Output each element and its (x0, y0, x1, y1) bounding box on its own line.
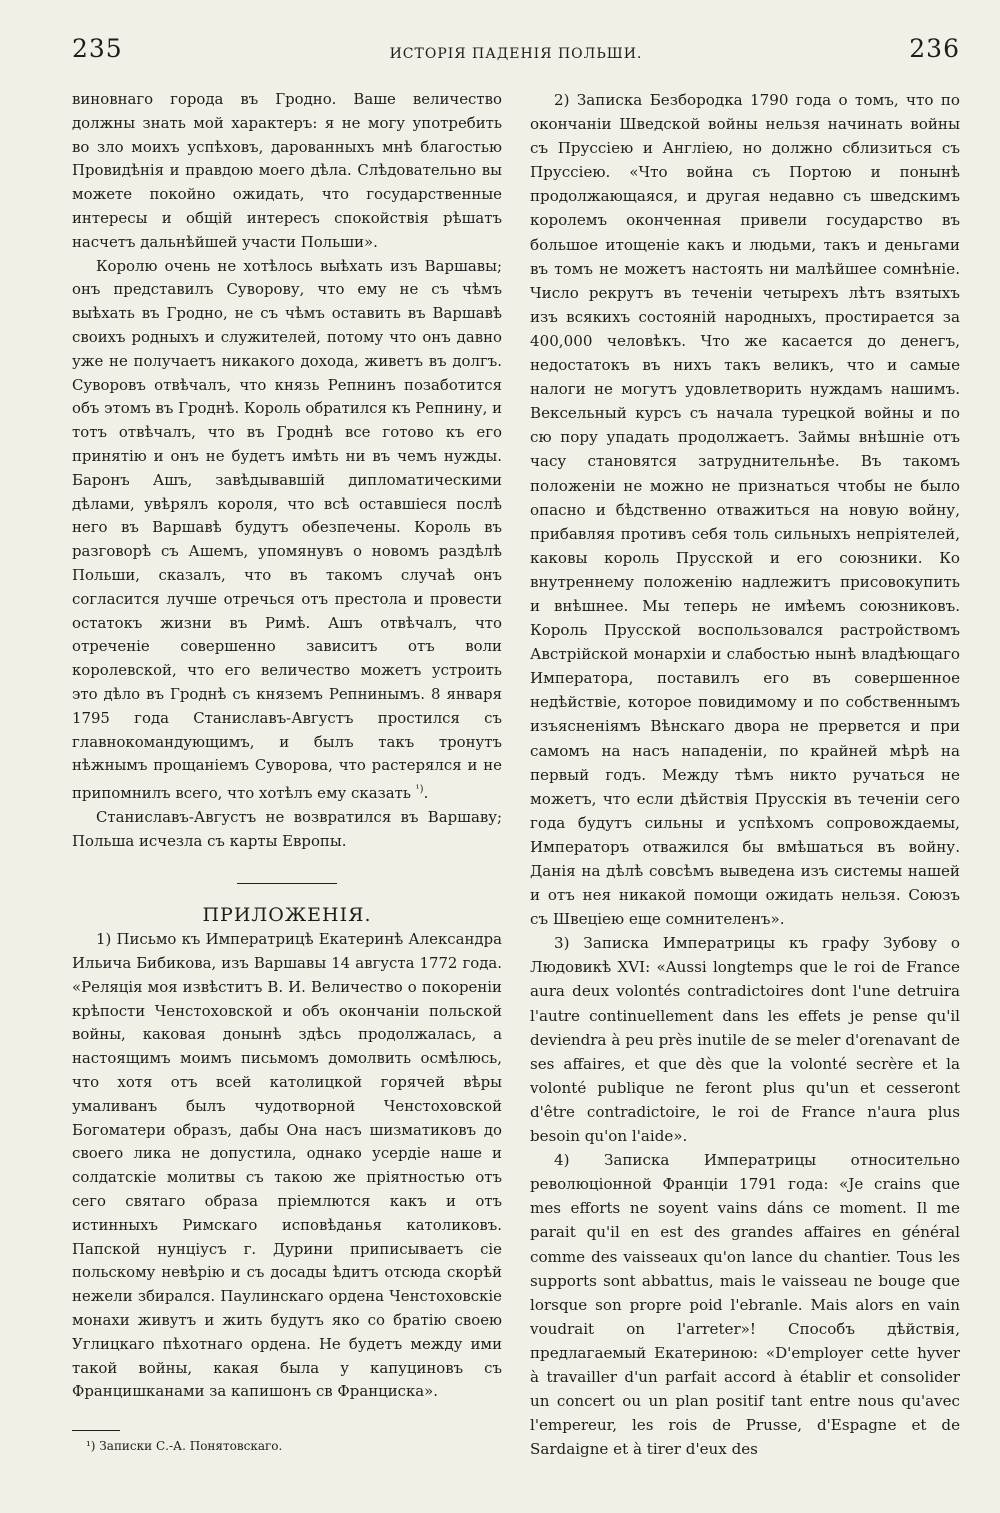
footnote-reference: ¹) (415, 784, 424, 796)
footnote: ¹) Записки С.-А. Понятовскаго. (86, 1439, 283, 1454)
appendix-item-3: 3) Записка Императрицы къ графу Зубову о Людовикѣ XVI: «Aussi longtemps que le roi de France aura deux volontés contradictoires dont l'une detruira l'autre continuellement dans les effets je pense qu'il deviendra à peu près inutile de se meler d'orenavant de ses affaires, et que dès que la volonté secrère et la volonté publique ne feront plus qu'un et cesseront d'être contradictoire, le roi de France n'aura plus besoin qu'on l'aide». (530, 934, 960, 1146)
paragraph-text: Королю очень не хотѣлось выѣхать изъ Варшавы; онъ представилъ Суворову, что ему не съ чѣмъ выѣхать въ Гродно, не съ чѣмъ оставить въ Варшавѣ своихъ родныхъ и служителей, потому что онъ давно уже не получаетъ никакого дохода, живетъ въ долгъ. Суворовъ отвѣчалъ, что князь Репнинъ позаботится объ этомъ въ Гроднѣ. Король обратился къ Репнину, и тотъ отвѣчалъ, что въ Гроднѣ все готово къ его принятію и онъ не будетъ имѣть ни въ чемъ нужды. Баронъ Ашъ, завѣдывавшій дипломатическими дѣлами, увѣрялъ короля, что всѣ оставшіеся послѣ него въ Варшавѣ будутъ обезпечены. Король въ разговорѣ съ Ашемъ, упомянувъ о новомъ раздѣлѣ Польши, сказалъ, что въ такомъ случаѣ онъ согласится лучше отречься отъ престола и провести остатокъ жизни въ Римѣ. Ашъ отвѣчалъ, что отреченіе совершенно зависитъ отъ воли королевской, что его величество можетъ устроить это дѣло въ Гроднѣ съ княземъ Репнинымъ. 8 января 1795 года Станиславъ-Августъ простился съ главнокомандующимъ, и былъ такъ тронутъ нѣжнымъ прощаніемъ Суворова, что растерялся и не припомнилъ всего, что хотѣлъ ему сказать (72, 256, 502, 803)
appendix-heading: ПРИЛОЖЕНІЯ. (202, 904, 372, 927)
paragraph-continuation: виновнаго города въ Гродно. Ваше величество должны знать мой характеръ: я не могу употребить во зло моихъ успѣховъ, дарованныхъ мнѣ благостью Провидѣнія и правдою моего дѣла. Слѣдовательно вы можете покойно ожидать, что государственные интересы и общій интересъ спокойствія рѣшатъ насчетъ дальнѣйшей участи Польши». (72, 90, 502, 251)
page-number-left: 235 (72, 34, 123, 63)
running-title: ИСТОРІЯ ПАДЕНІЯ ПОЛЬШИ. (389, 46, 643, 62)
page-header (72, 34, 960, 74)
section-divider (237, 883, 337, 884)
left-column (72, 88, 502, 1455)
appendix-item-4: 4) Записка Императрицы относительно революціонной Франціи 1791 года: «Je crains que mes efforts ne soyent vains dáns ce moment. Il me parait qu'il en est des grandes affaires en général comme des vaisseaux qu'on lance du chantier. Tous les supports sont abbattus, mais le vaisseau ne bouge que lorsque son propre poid l'ebranle. Mais alors en vain voudrait on l'arreter»! Способъ дѣйствія, предлагаемый Екатериною: «D'employer cette hyver à travailler d'un parfait accord à établir et consolider un concert ou un plan positif tant entre nous qu'avec l'empereur, les rois de Prusse, d'Espagne et de Sardaigne et à tirer d'eux des (530, 1151, 960, 1459)
paragraph-king-departure (72, 255, 502, 806)
appendix-item-1: 1) Письмо къ Императрицѣ Екатеринѣ Александра Ильича Бибикова, изъ Варшавы 14 августа 1772 года. «Реляція моя извѣститъ В. И. Величество о покореніи крѣпости Ченстоховской и объ окончаніи польской войны, каковая донынѣ здѣсь продолжалась, а настоящимъ моимъ письмомъ домолвить осмѣлюсь, что хотя отъ всей католицкой горячей вѣры умаливанъ былъ чудотворной Ченстоховской Богоматери образъ, дабы Она насъ шизматиковъ до своего лика не допустила, однако усердіе наше и солдатскіе молитвы съ такою же пріятностью отъ сего святаго образа пріемлются какъ и отъ истинныхъ Римскаго исповѣданья католиковъ. Папской нунціусъ г. Дурини приписываетъ сіе польскому невѣрію и съ досады ѣдитъ отсюда скорѣй нежели збирался. Паулинскаго ордена Ченстоховскіе монахи живутъ и жить будутъ яко со братію своею Углицкаго пѣхотнаго ордена. Не будетъ между ими такой войны, какая была у капуциновъ съ Францишканами за капишонъ св Франциска». (72, 930, 502, 1401)
page-number-right: 236 (909, 34, 960, 63)
footnote-divider (72, 1430, 120, 1431)
paragraph-poland-vanished: Станиславъ-Августъ не возвратился въ Варшаву; Польша исчезла съ карты Европы. (72, 807, 502, 850)
appendix-item-2: 2) Записка Безбородка 1790 года о томъ, что по окончаніи Шведской войны нельзя начинать войны съ Пруссіею и Англіею, но должно сблизиться съ Пруссіею. «Что война съ Портою и понынѣ продолжающаяся, и другая недавно съ шведскимъ королемъ оконченная привели государство въ большое итощеніе какъ и людьми, такъ и деньгами въ томъ не можетъ настоять ни малѣйшее сомнѣніе. Число рекрутъ въ теченіи четырехъ лѣтъ взятыхъ изъ всякихъ состояній народныхъ, простирается за 400,000 человѣкъ. Что же касается до денегъ, недостатокъ въ нихъ такъ великъ, что и самые налоги не могутъ удовлетворить нуждамъ нашимъ. Вексельный курсъ съ начала турецкой войны и по сю пору упадать продолжаетъ. Займы внѣшніе отъ часу становятся затруднительнѣе. Въ такомъ положеніи не можно не признаться чтобы не было опасно и бѣдственно отважиться на новую войну, прибавляя противъ себя толь сильныхъ непріятелей, каковы король Прусской и его союзники. Ко внутреннему положенію надлежитъ присовокупить и внѣшнее. Мы теперь не имѣемъ союзниковъ. Король Прусской воспользовался растройствомъ Австрійской монархіи и слабостью нынѣ владѣющаго Императора, поставилъ его въ совершенное недѣйствіе, которое повидимому и по собственнымъ изъясненіямъ Вѣнскаго двора не прервется и при самомъ на насъ нападеніи, по крайней мѣрѣ на первый годъ. Между тѣмъ никто ручаться не можетъ, что если дѣйствія Прусскія въ теченіи сего года будутъ сильны и успѣхомъ сопровождаемы, Императоръ отважился бы вмѣшаться въ войну. Данія на дѣлѣ совсѣмъ выведена изъ системы нашей и отъ нея никакой помощи ожидать нельзя. Союзъ съ Швеціею еще сомнителенъ». (530, 91, 960, 929)
right-column (530, 88, 960, 1461)
paragraph-end: . (423, 784, 429, 803)
